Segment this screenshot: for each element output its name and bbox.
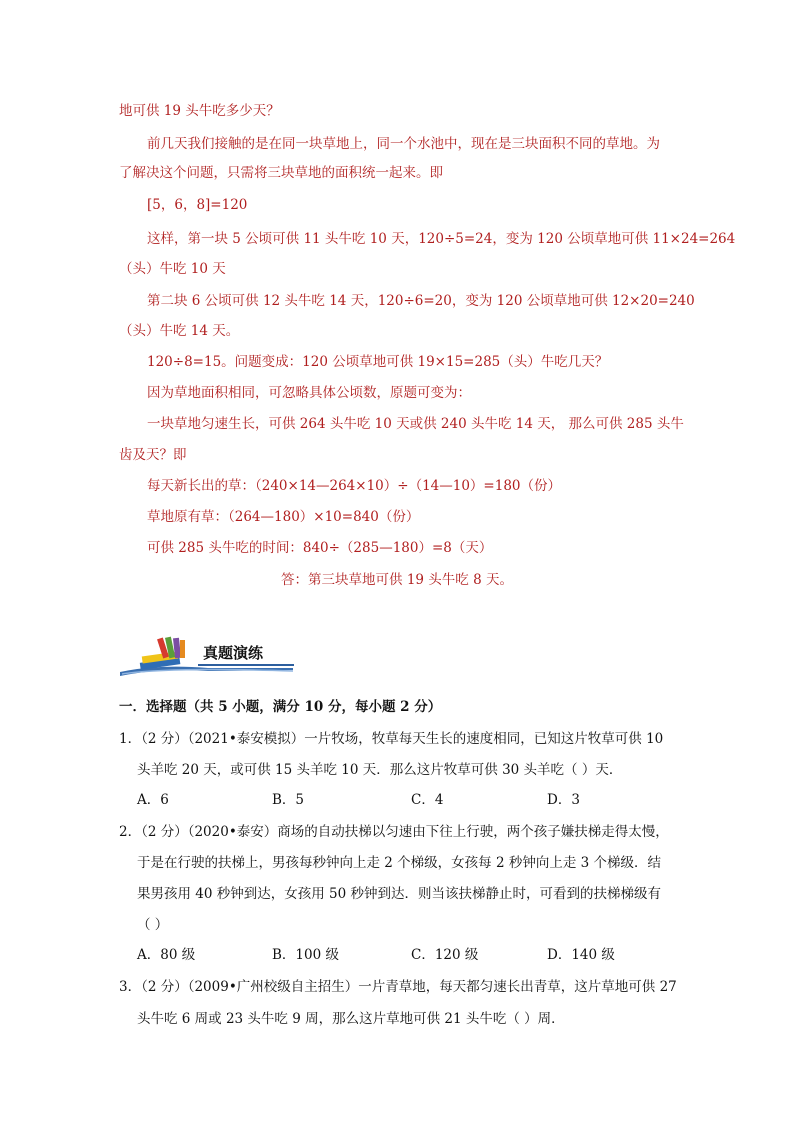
solution-line: 前几天我们接触的是在同一块草地上，同一个水池中，现在是三块面积不同的草地。为 [147, 136, 660, 152]
section-heading: 一．选择题（共 5 小题，满分 10 分，每小题 2 分） [119, 699, 442, 715]
solution-line: 草地原有草：（264—180）×10=840（份） [147, 509, 420, 525]
solution-line: 第二块 6 公顷可供 12 头牛吃 14 天，120÷6=20，变为 120 公顷草地可供 12×20=240 [147, 293, 695, 309]
question-1-line: 头羊吃 20 天，或可供 15 头羊吃 10 天．那么这片牧草可供 30 头羊吃（ ）天． [137, 762, 623, 778]
solution-line: 每天新长出的草：（240×14—264×10）÷（14—10）=180（份） [147, 478, 562, 494]
question-1-option-c: C．4 [411, 792, 444, 808]
section-badge [118, 634, 298, 678]
solution-line: [5，6，8]=120 [147, 197, 248, 213]
question-2-line: 于是在行驶的扶梯上，男孩每秒钟向上走 2 个梯级，女孩每 2 秒钟向上走 3 个梯级．结 [137, 855, 662, 871]
solution-line: 一块草地匀速生长，可供 264 头牛吃 10 天或供 240 头牛吃 14 天， 那么可供 285 头牛 [147, 416, 684, 432]
question-1-option-b: B．5 [272, 792, 305, 808]
section-badge-title: 真题演练 [203, 644, 264, 662]
question-3-line: 头牛吃 6 周或 23 头牛吃 9 周，那么这片草地可供 21 头牛吃（ ）周． [137, 1011, 565, 1027]
question-2-option-a: A．80 级 [137, 947, 196, 963]
solution-line: 可供 285 头牛吃的时间：840÷（285—180）=8（天） [147, 540, 493, 556]
solution-line: 齿及天？即 [119, 447, 187, 463]
question-1-option-a: A．6 [137, 792, 169, 808]
question-1-option-d: D．3 [547, 792, 580, 808]
solution-line: 因为草地面积相同，可忽略具体公顷数，原题可变为： [147, 385, 471, 401]
solution-line: 了解决这个问题，只需将三块草地的面积统一起来。即 [119, 165, 443, 181]
solution-line: 这样，第一块 5 公顷可供 11 头牛吃 10 天，120÷5=24，变为 120 公顷草地可供 11×24=264 [147, 231, 736, 247]
question-2-line: 果男孩用 40 秒钟到达，女孩用 50 秒钟到达．则当该扶梯静止时，可看到的扶梯梯级有 [137, 886, 662, 902]
question-2-line: 2．（2 分）（2020•泰安）商场的自动扶梯以匀速由下往上行驶，两个孩子嫌扶梯走得太慢， [119, 824, 669, 840]
solution-line: 地可供 19 头牛吃多少天？ [119, 103, 280, 119]
question-2-line: （ ） [137, 917, 169, 933]
solution-answer: 答：第三块草地可供 19 头牛吃 8 天。 [281, 572, 513, 588]
question-2-option-d: D．140 级 [547, 947, 615, 963]
solution-line: （头）牛吃 10 天 [119, 261, 226, 277]
question-2-option-c: C．120 级 [411, 947, 479, 963]
question-3-line: 3．（2 分）（2009•广州校级自主招生）一片青草地，每天都匀速长出青草，这片草地可供 27 [119, 979, 677, 995]
solution-line: 120÷8=15。问题变成：120 公顷草地可供 19×15=285（头）牛吃几天？ [147, 354, 609, 370]
question-1-line: 1．（2 分）（2021•泰安模拟）一片牧场，牧草每天生长的速度相同，已知这片牧草可供 10 [119, 731, 664, 747]
question-2-option-b: B．100 级 [272, 947, 339, 963]
solution-line: （头）牛吃 14 天。 [119, 323, 240, 339]
